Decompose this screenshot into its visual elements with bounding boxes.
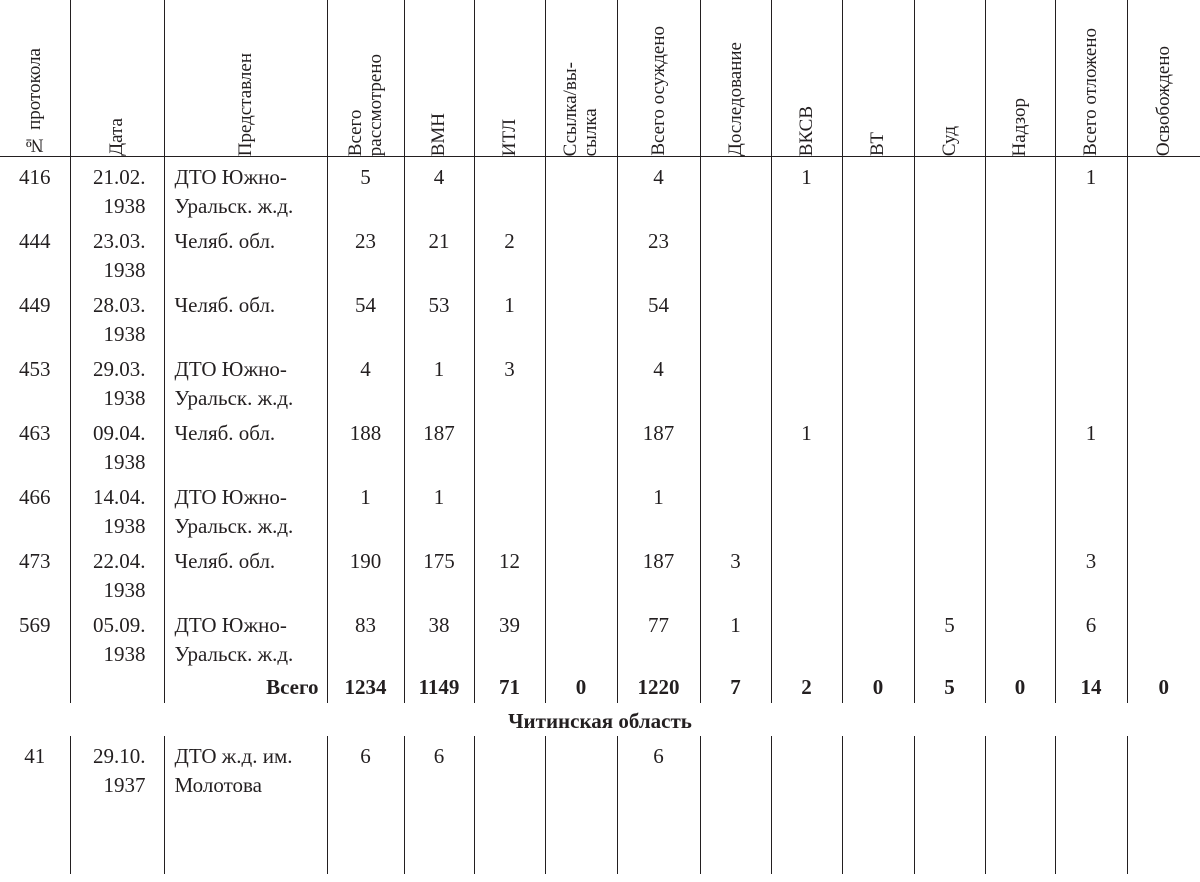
cell-court — [914, 285, 985, 349]
header-itl — [474, 0, 545, 157]
cell-total-reviewed: 6 — [327, 736, 404, 874]
total-empty-cell — [0, 669, 70, 703]
cell-total-postponed — [1055, 285, 1127, 349]
cell-total-convicted: 187 — [617, 413, 700, 477]
header-total-reviewed — [327, 0, 404, 157]
cell-vt — [842, 736, 914, 874]
cell-submitted-by: ДТО Южно- Уральск. ж.д. — [164, 605, 327, 669]
cell-released — [1127, 285, 1200, 349]
cell-supervision — [985, 477, 1055, 541]
cell-total-convicted: 4 — [617, 157, 700, 222]
total-total-postponed: 14 — [1055, 669, 1127, 703]
header-vmn — [404, 0, 474, 157]
cell-protocol-number: 449 — [19, 293, 51, 317]
cell-vksv — [771, 349, 842, 413]
cell-total-convicted: 77 — [617, 605, 700, 669]
table-row — [0, 221, 1200, 285]
cell-total-reviewed: 188 — [327, 413, 404, 477]
total-total-reviewed: 1234 — [327, 669, 404, 703]
header-protocol-number — [0, 0, 70, 157]
cell-released — [1127, 157, 1200, 222]
cell-total-postponed — [1055, 736, 1127, 874]
cell-date: 23.03. 1938 — [70, 221, 164, 285]
cell-vmn: 1 — [404, 477, 474, 541]
cell-submitted-by: ДТО Южно- Уральск. ж.д. — [164, 477, 327, 541]
header-label: ВМН — [428, 112, 449, 156]
cell-exile — [545, 477, 617, 541]
cell-supervision — [985, 221, 1055, 285]
cell-vmn: 53 — [404, 285, 474, 349]
cell-supervision — [985, 285, 1055, 349]
total-empty-cell — [70, 669, 164, 703]
cell-date: 29.10. 1937 — [70, 736, 164, 874]
cell-supervision — [985, 736, 1055, 874]
cell-vt — [842, 605, 914, 669]
cell-vksv — [771, 477, 842, 541]
cell-vksv — [771, 541, 842, 605]
header-released — [1127, 0, 1200, 157]
cell-released — [1127, 221, 1200, 285]
header-label: Суд — [938, 125, 960, 156]
region-title: Читинская область — [508, 709, 692, 733]
header-label: Всего осуждено — [647, 26, 669, 156]
cell-itl: 1 — [474, 285, 545, 349]
cell-itl: 12 — [474, 541, 545, 605]
cell-submitted-by: Челяб. обл. — [164, 221, 327, 285]
cell-exile — [545, 157, 617, 222]
cell-released — [1127, 349, 1200, 413]
total-total-convicted: 1220 — [617, 669, 700, 703]
table-row — [0, 541, 1200, 605]
cell-total-reviewed: 1 — [327, 477, 404, 541]
cell-total-convicted: 1 — [617, 477, 700, 541]
cell-court — [914, 221, 985, 285]
cell-reinvestigation — [700, 477, 771, 541]
cell-exile — [545, 285, 617, 349]
cell-total-reviewed: 5 — [327, 157, 404, 222]
cell-exile — [545, 736, 617, 874]
cell-vt — [842, 477, 914, 541]
cell-itl — [474, 157, 545, 222]
cell-vksv — [771, 736, 842, 874]
header-reinvestigation — [700, 0, 771, 157]
header-date — [70, 0, 164, 157]
cell-supervision — [985, 413, 1055, 477]
cell-protocol-number: 453 — [19, 357, 51, 381]
cell-itl: 2 — [474, 221, 545, 285]
cell-released — [1127, 605, 1200, 669]
cell-total-convicted: 6 — [617, 736, 700, 874]
cell-itl — [474, 736, 545, 874]
cell-protocol-number: 473 — [19, 549, 51, 573]
cell-protocol-number: 466 — [19, 485, 51, 509]
cell-vmn: 21 — [404, 221, 474, 285]
total-itl: 71 — [474, 669, 545, 703]
cell-exile — [545, 605, 617, 669]
cell-supervision — [985, 605, 1055, 669]
total-supervision: 0 — [985, 669, 1055, 703]
cell-vt — [842, 157, 914, 222]
cell-date: 21.02. 1938 — [70, 157, 164, 222]
cell-submitted-by: ДТО Южно- Уральск. ж.д. — [164, 157, 327, 222]
cell-released — [1127, 736, 1200, 874]
header-submitted-by — [164, 0, 327, 157]
cell-vksv — [771, 605, 842, 669]
cell-total-convicted: 54 — [617, 285, 700, 349]
header-row — [0, 0, 1200, 157]
cell-itl — [474, 413, 545, 477]
header-total-postponed — [1055, 0, 1127, 157]
total-released: 0 — [1127, 669, 1200, 703]
cell-supervision — [985, 157, 1055, 222]
header-label: Освобождено — [1152, 45, 1174, 156]
header-court — [914, 0, 985, 157]
cell-vmn: 6 — [404, 736, 474, 874]
table-row — [0, 605, 1200, 669]
table-row — [0, 477, 1200, 541]
cell-protocol-number: 41 — [24, 744, 46, 768]
cell-total-reviewed: 23 — [327, 221, 404, 285]
table-row — [0, 157, 1200, 222]
cell-vt — [842, 413, 914, 477]
cell-submitted-by: ДТО ж.д. им. Молотова — [164, 736, 327, 874]
cell-court — [914, 413, 985, 477]
cell-reinvestigation — [700, 349, 771, 413]
cell-date: 05.09. 1938 — [70, 605, 164, 669]
cell-court — [914, 157, 985, 222]
cell-court — [914, 477, 985, 541]
cell-court: 5 — [914, 605, 985, 669]
cell-total-reviewed: 4 — [327, 349, 404, 413]
header-label: Всего рассмотрено — [344, 53, 386, 156]
table-row — [0, 285, 1200, 349]
cell-submitted-by: Челяб. обл. — [164, 541, 327, 605]
total-vksv: 2 — [771, 669, 842, 703]
cell-vksv: 1 — [771, 413, 842, 477]
cell-vksv — [771, 285, 842, 349]
header-label: Всего отложено — [1080, 28, 1101, 156]
cell-itl: 3 — [474, 349, 545, 413]
cell-protocol-number: 569 — [19, 613, 51, 637]
header-supervision — [985, 0, 1055, 157]
total-label: Всего — [164, 669, 327, 703]
header-label: Представлен — [234, 52, 256, 156]
cell-reinvestigation — [700, 736, 771, 874]
table-row — [0, 349, 1200, 413]
cell-total-postponed: 3 — [1055, 541, 1127, 605]
cell-submitted-by: Челяб. обл. — [164, 413, 327, 477]
cell-vmn: 4 — [404, 157, 474, 222]
cell-date: 09.04. 1938 — [70, 413, 164, 477]
cell-total-convicted: 23 — [617, 221, 700, 285]
cell-total-reviewed: 83 — [327, 605, 404, 669]
cell-submitted-by: ДТО Южно- Уральск. ж.д. — [164, 349, 327, 413]
cell-exile — [545, 221, 617, 285]
cell-vmn: 38 — [404, 605, 474, 669]
cell-exile — [545, 349, 617, 413]
cell-reinvestigation — [700, 285, 771, 349]
cell-vt — [842, 285, 914, 349]
header-label: ВКСВ — [795, 105, 817, 156]
total-reinvestigation: 7 — [700, 669, 771, 703]
header-total-convicted — [617, 0, 700, 157]
cell-court — [914, 349, 985, 413]
cell-total-postponed — [1055, 349, 1127, 413]
total-row — [0, 669, 1200, 703]
cell-vksv — [771, 221, 842, 285]
cell-vmn: 1 — [404, 349, 474, 413]
cell-total-postponed: 6 — [1055, 605, 1127, 669]
header-label: ВТ — [867, 131, 888, 156]
cell-vt — [842, 541, 914, 605]
cell-vt — [842, 221, 914, 285]
cell-itl — [474, 477, 545, 541]
cell-total-reviewed: 190 — [327, 541, 404, 605]
cell-vmn: 187 — [404, 413, 474, 477]
cell-vmn: 175 — [404, 541, 474, 605]
total-exile: 0 — [545, 669, 617, 703]
cell-total-postponed — [1055, 477, 1127, 541]
cell-exile — [545, 541, 617, 605]
header-vt — [842, 0, 914, 157]
cell-exile — [545, 413, 617, 477]
cell-date: 29.03. 1938 — [70, 349, 164, 413]
cell-released — [1127, 413, 1200, 477]
header-vksv — [771, 0, 842, 157]
cell-total-convicted: 187 — [617, 541, 700, 605]
total-court: 5 — [914, 669, 985, 703]
header-exile — [545, 0, 617, 157]
header-label: ИТЛ — [498, 118, 520, 156]
header-label: № протокола — [23, 48, 45, 156]
table-row — [0, 413, 1200, 477]
cell-total-postponed: 1 — [1055, 413, 1127, 477]
header-label: Дата — [106, 118, 127, 156]
cell-vt — [842, 349, 914, 413]
header-label: Доследование — [724, 41, 746, 156]
cell-itl: 39 — [474, 605, 545, 669]
cell-protocol-number: 416 — [19, 165, 51, 189]
cell-date: 14.04. 1938 — [70, 477, 164, 541]
cell-reinvestigation: 3 — [700, 541, 771, 605]
cell-protocol-number: 444 — [19, 229, 51, 253]
cell-total-postponed: 1 — [1055, 157, 1127, 222]
cell-total-convicted: 4 — [617, 349, 700, 413]
cell-reinvestigation: 1 — [700, 605, 771, 669]
cell-court — [914, 736, 985, 874]
cell-submitted-by: Челяб. обл. — [164, 285, 327, 349]
cell-vksv: 1 — [771, 157, 842, 222]
cell-date: 28.03. 1938 — [70, 285, 164, 349]
cell-date: 22.04. 1938 — [70, 541, 164, 605]
cell-reinvestigation — [700, 157, 771, 222]
cell-supervision — [985, 541, 1055, 605]
total-vt: 0 — [842, 669, 914, 703]
table-row — [0, 736, 1200, 874]
cell-supervision — [985, 349, 1055, 413]
header-label: Надзор — [1009, 97, 1030, 156]
cell-released — [1127, 541, 1200, 605]
cell-total-reviewed: 54 — [327, 285, 404, 349]
cell-total-postponed — [1055, 221, 1127, 285]
cell-protocol-number: 463 — [19, 421, 51, 445]
region-row — [0, 703, 1200, 736]
cell-court — [914, 541, 985, 605]
cell-reinvestigation — [700, 413, 771, 477]
header-label: Ссылка/вы- сылка — [560, 61, 601, 156]
total-vmn: 1149 — [404, 669, 474, 703]
cell-released — [1127, 477, 1200, 541]
cell-reinvestigation — [700, 221, 771, 285]
